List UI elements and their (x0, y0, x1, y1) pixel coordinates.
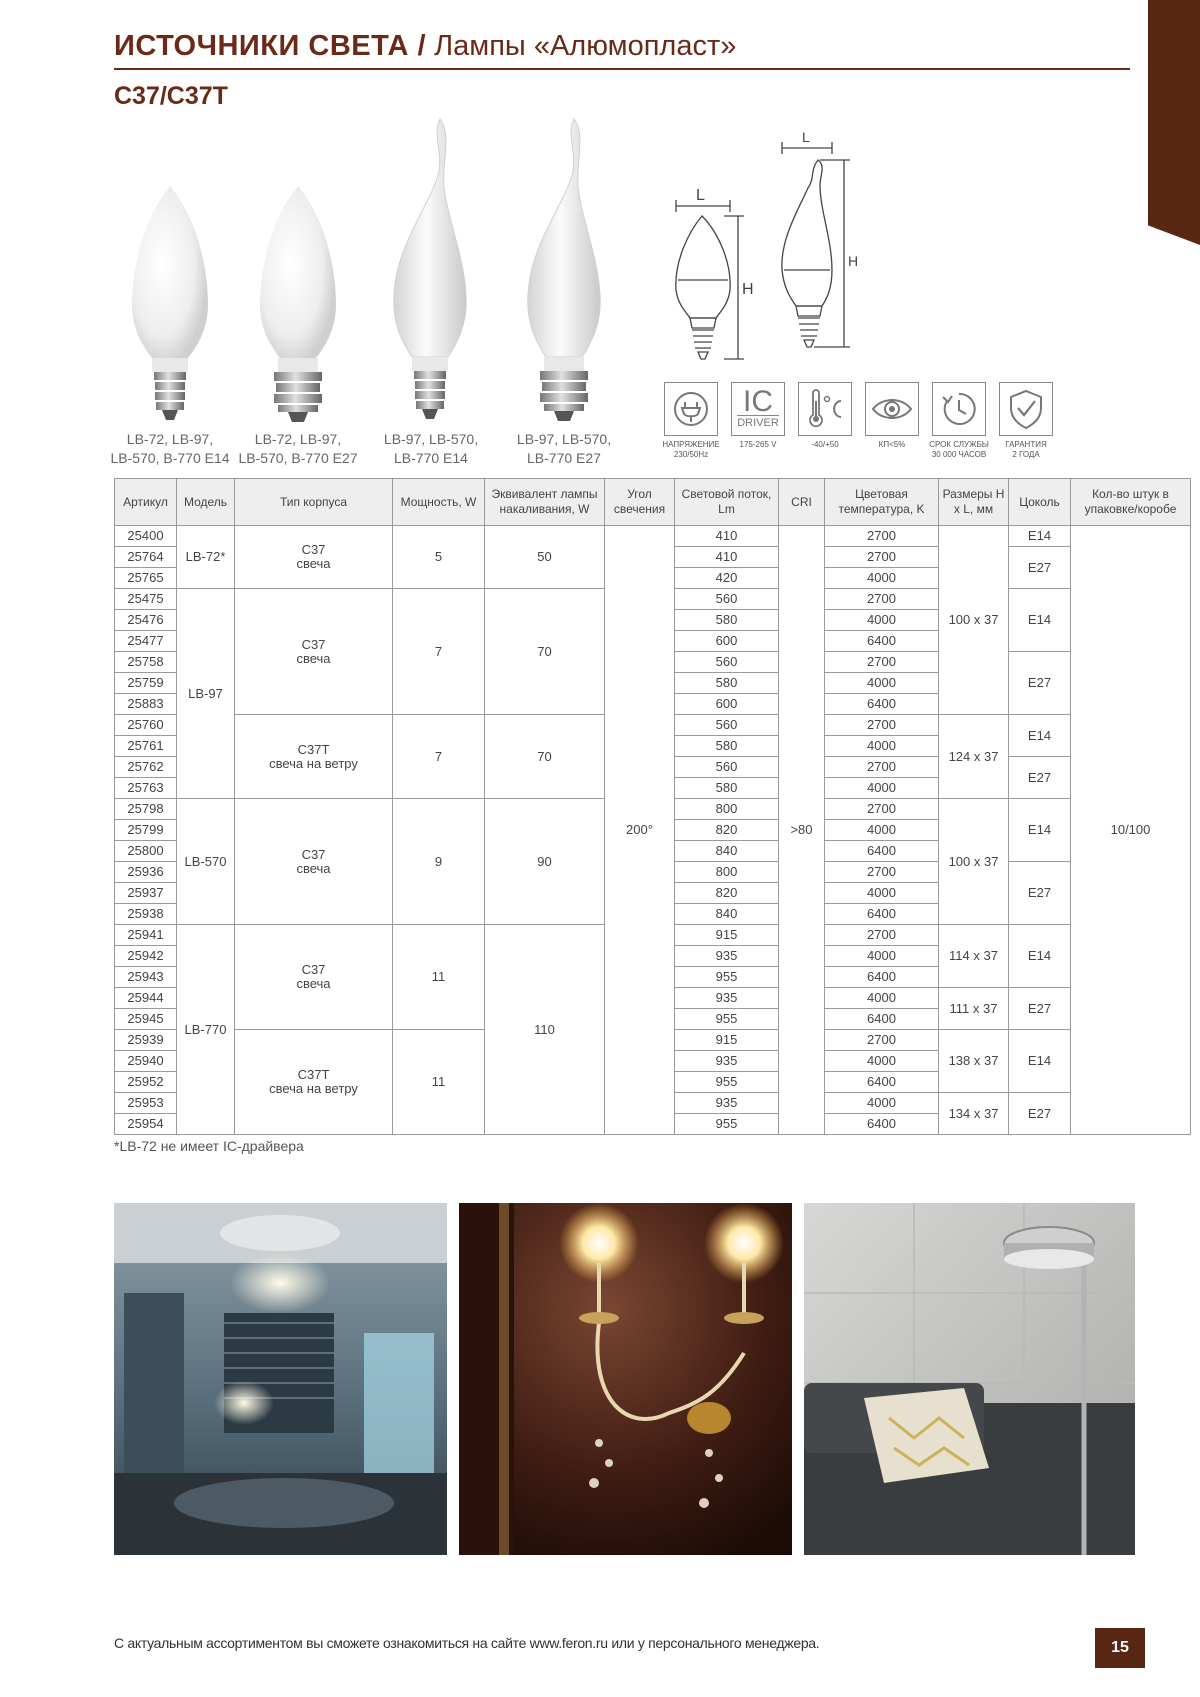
color-temp-cell: 2700 (825, 1030, 939, 1051)
lumen-cell: 935 (675, 1093, 779, 1114)
article-cell: 25765 (115, 568, 177, 589)
equivalent-cell: 70 (485, 715, 605, 799)
column-header: Тип корпуса (235, 479, 393, 526)
lumen-cell: 915 (675, 1030, 779, 1051)
eye-icon (865, 382, 919, 436)
spec-lifetime: СРОК СЛУЖБЫ 30 000 ЧАСОВ (924, 382, 994, 460)
power-cell: 7 (393, 589, 485, 715)
column-header: Артикул (115, 479, 177, 526)
body-type-cell: C37 свеча (235, 799, 393, 925)
column-header: Угол свечения (605, 479, 675, 526)
lumen-cell: 560 (675, 652, 779, 673)
article-cell: 25477 (115, 631, 177, 652)
base-cell: E27 (1009, 988, 1071, 1030)
body-type-cell: C37 свеча (235, 526, 393, 589)
color-temp-cell: 2700 (825, 589, 939, 610)
color-temp-cell: 4000 (825, 820, 939, 841)
base-cell: E27 (1009, 652, 1071, 715)
article-cell: 25799 (115, 820, 177, 841)
article-cell: 25943 (115, 967, 177, 988)
dimensions-cell: 111 x 37 (939, 988, 1009, 1030)
spec-driver: IC DRIVER 175-265 V (723, 382, 793, 450)
color-temp-cell: 6400 (825, 841, 939, 862)
page-title (114, 30, 736, 63)
base-cell: E27 (1009, 1093, 1071, 1135)
lumen-cell: 820 (675, 820, 779, 841)
lamp-caption-4: LB-97, LB-570, LB-770 E27 (516, 431, 612, 466)
base-cell: E14 (1009, 1030, 1071, 1093)
dimensions-cell: 138 x 37 (939, 1030, 1009, 1093)
interior-chandelier-photo (114, 1203, 447, 1555)
lumen-cell: 955 (675, 967, 779, 988)
color-temp-cell: 2700 (825, 547, 939, 568)
equivalent-cell: 50 (485, 526, 605, 589)
candle-lamp-e14-image (122, 180, 218, 430)
article-cell: 25937 (115, 883, 177, 904)
body-type-cell: C37T свеча на ветру (235, 1030, 393, 1135)
color-temp-cell: 2700 (825, 862, 939, 883)
color-temp-cell: 6400 (825, 1114, 939, 1135)
flame-tip-lamp-e14-image (382, 115, 478, 430)
color-temp-cell: 4000 (825, 673, 939, 694)
base-cell: E14 (1009, 589, 1071, 652)
product-subtitle: C37/C37T (114, 82, 228, 110)
color-temp-cell: 6400 (825, 904, 939, 925)
article-cell: 25938 (115, 904, 177, 925)
dimensions-cell: 100 x 37 (939, 799, 1009, 925)
column-header: Цоколь (1009, 479, 1071, 526)
lamp-caption-2: LB-72, LB-97, LB-570, B-770 E27 (238, 431, 358, 466)
power-cell: 7 (393, 715, 485, 799)
base-cell: E14 (1009, 925, 1071, 988)
table-row (115, 526, 1191, 547)
dimensions-cell: 134 x 37 (939, 1093, 1009, 1135)
dimensions-cell: 124 x 37 (939, 715, 1009, 799)
column-header: CRI (779, 479, 825, 526)
model-cell: LB-72* (177, 526, 235, 589)
color-temp-cell: 4000 (825, 736, 939, 757)
color-temp-cell: 2700 (825, 526, 939, 547)
wall-sconce-photo (459, 1203, 792, 1555)
article-cell: 25939 (115, 1030, 177, 1051)
diagram-label-l2: L (802, 130, 810, 145)
model-cell: LB-570 (177, 799, 235, 925)
lumen-cell: 560 (675, 589, 779, 610)
article-cell: 25954 (115, 1114, 177, 1135)
color-temp-cell: 4000 (825, 1051, 939, 1072)
article-cell: 25761 (115, 736, 177, 757)
base-cell: E27 (1009, 547, 1071, 589)
article-cell: 25945 (115, 1009, 177, 1030)
color-temp-cell: 6400 (825, 694, 939, 715)
column-header: Размеры H x L, мм (939, 479, 1009, 526)
base-cell: E14 (1009, 715, 1071, 757)
color-temp-cell: 2700 (825, 652, 939, 673)
diagram-label-h1: H (742, 281, 754, 298)
color-temp-cell: 6400 (825, 1072, 939, 1093)
color-temp-cell: 4000 (825, 883, 939, 904)
column-header: Цветовая температура, K (825, 479, 939, 526)
article-cell: 25400 (115, 526, 177, 547)
lumen-cell: 560 (675, 715, 779, 736)
color-temp-cell: 4000 (825, 946, 939, 967)
article-cell: 25764 (115, 547, 177, 568)
dimensions-cell: 100 x 37 (939, 526, 1009, 715)
power-cell: 11 (393, 1030, 485, 1135)
article-cell: 25763 (115, 778, 177, 799)
title-category: ИСТОЧНИКИ СВЕТА / (114, 30, 427, 62)
page-number: 15 (1095, 1628, 1145, 1668)
spec-voltage: НАПРЯЖЕНИЕ 230/50Hz (656, 382, 726, 460)
diagram-label-l1: L (696, 187, 705, 204)
article-cell: 25758 (115, 652, 177, 673)
article-cell: 25759 (115, 673, 177, 694)
lumen-cell: 955 (675, 1114, 779, 1135)
color-temp-cell: 4000 (825, 778, 939, 799)
flame-tip-lamp-e27-image (516, 115, 612, 430)
lumen-cell: 410 (675, 547, 779, 568)
diagram-label-h2: H (848, 253, 859, 269)
column-header: Световой поток, Lm (675, 479, 779, 526)
lumen-cell: 820 (675, 883, 779, 904)
model-cell: LB-770 (177, 925, 235, 1135)
lumen-cell: 800 (675, 799, 779, 820)
equivalent-cell: 70 (485, 589, 605, 715)
color-temp-cell: 6400 (825, 1009, 939, 1030)
power-cell: 11 (393, 925, 485, 1030)
cri-cell: >80 (779, 526, 825, 1135)
base-cell: E14 (1009, 799, 1071, 862)
footer-note: С актуальным ассортиментом вы сможете ознакомиться на сайте www.feron.ru или у персонального менеджера. (114, 1635, 820, 1651)
lumen-cell: 935 (675, 988, 779, 1009)
ic-driver-icon: IC DRIVER (731, 382, 785, 436)
lumen-cell: 600 (675, 694, 779, 715)
color-temp-cell: 4000 (825, 988, 939, 1009)
article-cell: 25944 (115, 988, 177, 1009)
color-temp-cell: 6400 (825, 631, 939, 652)
lumen-cell: 955 (675, 1009, 779, 1030)
column-header: Модель (177, 479, 235, 526)
article-cell: 25941 (115, 925, 177, 946)
lumen-cell: 840 (675, 904, 779, 925)
dimension-diagram (660, 130, 880, 370)
article-cell: 25762 (115, 757, 177, 778)
base-cell: E27 (1009, 757, 1071, 799)
lumen-cell: 410 (675, 526, 779, 547)
lumen-cell: 840 (675, 841, 779, 862)
spec-flicker: КП<5% (857, 382, 927, 450)
column-header: Кол-во штук в упаковке/коробе (1071, 479, 1191, 526)
package-cell: 10/100 (1071, 526, 1191, 1135)
lumen-cell: 935 (675, 946, 779, 967)
floor-lamp-photo (804, 1203, 1135, 1555)
title-product-line: Лампы «Алюмопласт» (434, 30, 737, 62)
lumen-cell: 580 (675, 610, 779, 631)
article-cell: 25800 (115, 841, 177, 862)
equivalent-cell: 110 (485, 925, 605, 1135)
thermometer-icon (798, 382, 852, 436)
article-cell: 25942 (115, 946, 177, 967)
article-cell: 25475 (115, 589, 177, 610)
lumen-cell: 955 (675, 1072, 779, 1093)
lumen-cell: 935 (675, 1051, 779, 1072)
body-type-cell: C37T свеча на ветру (235, 715, 393, 799)
color-temp-cell: 2700 (825, 715, 939, 736)
spec-warranty: ГАРАНТИЯ 2 ГОДА (991, 382, 1061, 460)
color-temp-cell: 4000 (825, 1093, 939, 1114)
lumen-cell: 600 (675, 631, 779, 652)
body-type-cell: C37 свеча (235, 589, 393, 715)
power-cell: 9 (393, 799, 485, 925)
lumen-cell: 580 (675, 736, 779, 757)
color-temp-cell: 4000 (825, 610, 939, 631)
color-temp-cell: 2700 (825, 799, 939, 820)
article-cell: 25760 (115, 715, 177, 736)
lumen-cell: 580 (675, 778, 779, 799)
power-cell: 5 (393, 526, 485, 589)
article-cell: 25953 (115, 1093, 177, 1114)
title-divider (114, 68, 1130, 70)
side-tab-marker (1148, 0, 1200, 245)
base-cell: E14 (1009, 526, 1071, 547)
lumen-cell: 800 (675, 862, 779, 883)
lumen-cell: 560 (675, 757, 779, 778)
article-cell: 25883 (115, 694, 177, 715)
specifications-table (114, 478, 1191, 1135)
spec-temperature: -40/+50 (790, 382, 860, 450)
lumen-cell: 915 (675, 925, 779, 946)
color-temp-cell: 4000 (825, 568, 939, 589)
article-cell: 25940 (115, 1051, 177, 1072)
lumen-cell: 420 (675, 568, 779, 589)
footnote: *LB-72 не имеет IC-драйвера (114, 1138, 304, 1154)
plug-icon (664, 382, 718, 436)
base-cell: E27 (1009, 862, 1071, 925)
candle-lamp-e27-image (250, 180, 346, 430)
article-cell: 25476 (115, 610, 177, 631)
color-temp-cell: 2700 (825, 757, 939, 778)
model-cell: LB-97 (177, 589, 235, 799)
lumen-cell: 580 (675, 673, 779, 694)
equivalent-cell: 90 (485, 799, 605, 925)
column-header: Эквивалент лампы накаливания, W (485, 479, 605, 526)
color-temp-cell: 6400 (825, 967, 939, 988)
lamp-caption-1: LB-72, LB-97, LB-570, B-770 E14 (110, 431, 230, 466)
color-temp-cell: 2700 (825, 925, 939, 946)
angle-cell: 200° (605, 526, 675, 1135)
shield-check-icon (999, 382, 1053, 436)
article-cell: 25936 (115, 862, 177, 883)
lamp-caption-3: LB-97, LB-570, LB-770 E14 (383, 431, 479, 466)
body-type-cell: C37 свеча (235, 925, 393, 1030)
dimensions-cell: 114 x 37 (939, 925, 1009, 988)
article-cell: 25798 (115, 799, 177, 820)
article-cell: 25952 (115, 1072, 177, 1093)
clock-icon (932, 382, 986, 436)
column-header: Мощность, W (393, 479, 485, 526)
table-header-row (115, 479, 1191, 526)
